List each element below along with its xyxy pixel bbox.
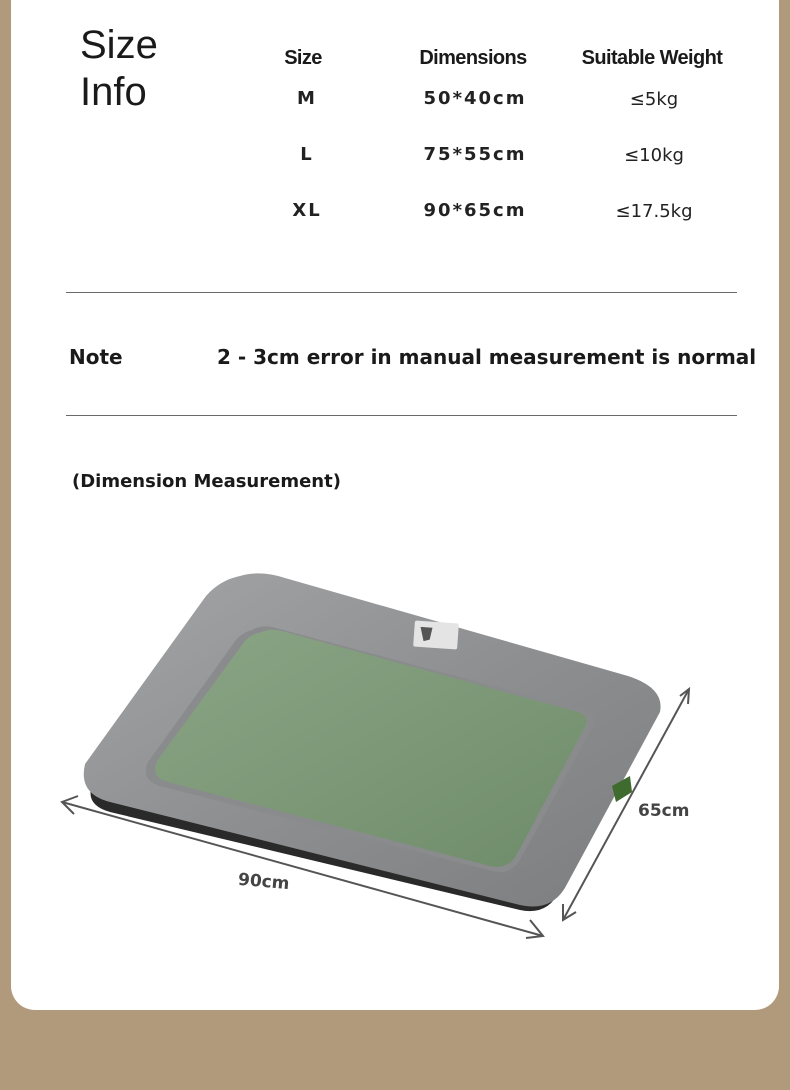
- header-size: Size: [284, 47, 322, 69]
- measurement-heading: (Dimension Measurement): [72, 471, 341, 492]
- title-line-1: Size: [80, 23, 158, 67]
- pet-bed-illustration: [0, 540, 790, 960]
- header-suitable-weight: Suitable Weight: [581, 47, 723, 69]
- width-label: 65cm: [638, 801, 690, 821]
- dimensions-cell-xl: 90*65cm: [423, 200, 527, 221]
- length-label: 90cm: [237, 869, 291, 895]
- title-line-2: Info: [80, 70, 147, 114]
- page-title: [80, 22, 158, 116]
- weight-cell-l: ≤10kg: [624, 145, 684, 166]
- dimensions-cell-m: 50*40cm: [423, 88, 527, 109]
- weight-cell-xl: ≤17.5kg: [615, 201, 693, 222]
- note-label: Note: [69, 345, 123, 369]
- size-cell-m: M: [297, 88, 317, 109]
- length-arrow-head-right: [526, 920, 543, 938]
- divider-bottom: [66, 415, 737, 416]
- note-text: 2 - 3cm error in manual measurement is normal: [217, 345, 757, 369]
- weight-cell-m: ≤5kg: [629, 89, 679, 110]
- divider-top: [66, 292, 737, 293]
- size-cell-xl: XL: [292, 200, 322, 221]
- size-cell-l: L: [300, 144, 314, 165]
- header-dimensions: Dimensions: [419, 47, 527, 69]
- dimensions-cell-l: 75*55cm: [423, 144, 527, 165]
- bed-tag: [413, 620, 459, 649]
